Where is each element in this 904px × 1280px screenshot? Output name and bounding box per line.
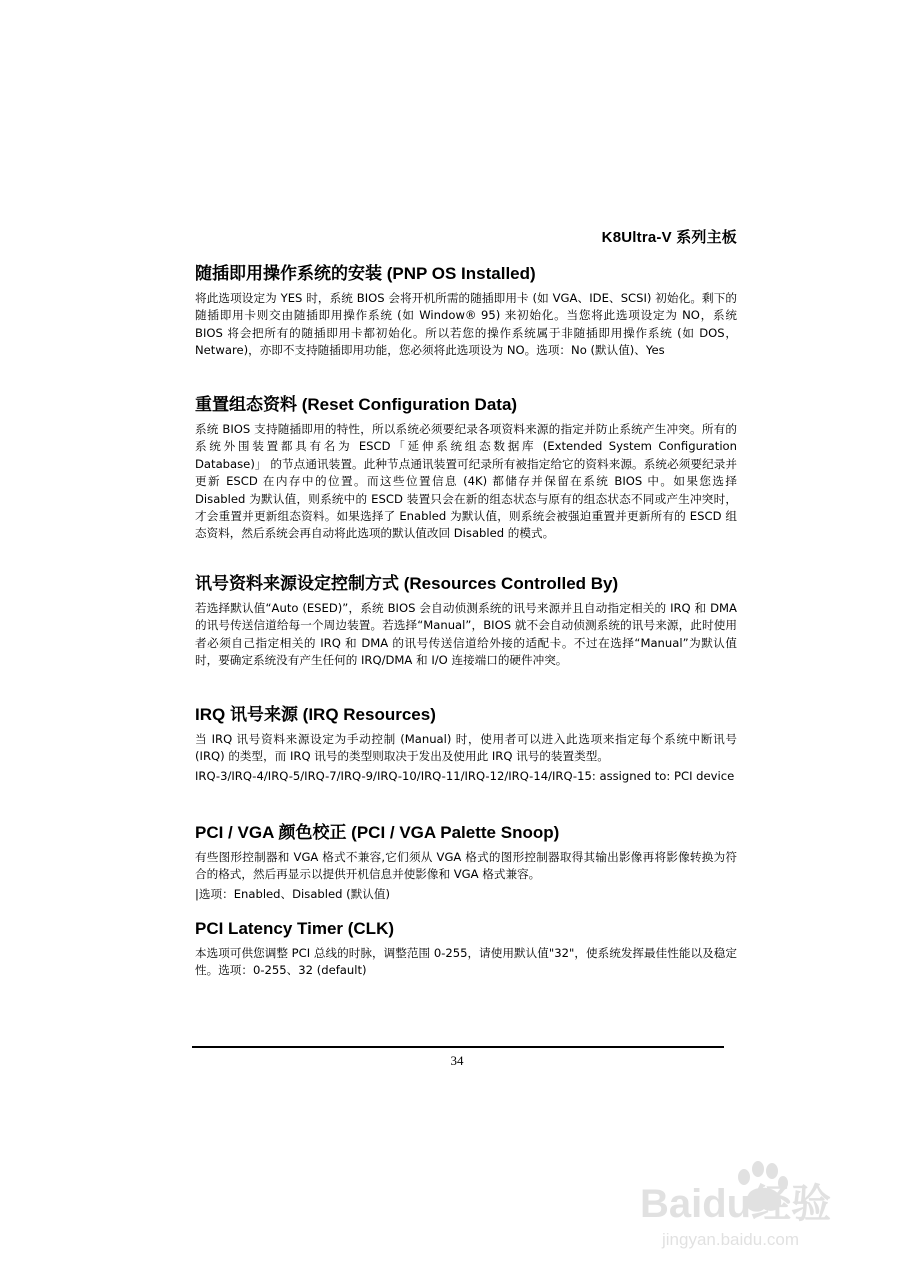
watermark-url: jingyan.baidu.com: [662, 1230, 800, 1249]
section-paragraph: 有些图形控制器和 VGA 格式不兼容,它们须从 VGA 格式的图形控制器取得其输出影像再将影像转换为符合的格式，然后再显示以提供开机信息并使影像和 VGA 格式兼容。: [195, 850, 737, 882]
footer-divider: [192, 1046, 724, 1048]
section-reset-configuration-data: [195, 394, 737, 543]
page-number: 34: [450, 1053, 464, 1068]
section-paragraph: 本选项可供您调整 PCI 总线的时脉，调整范围 0-255，请使用默认值"32"，使系统发挥最佳性能以及稳定性。选项：0-255、32 (default): [195, 946, 737, 978]
section-pnp-os-installed: [195, 263, 737, 360]
section-pci-latency-timer: [195, 918, 737, 980]
section-resources-controlled-by: [195, 573, 737, 670]
section-heading: IRQ 讯号来源 (IRQ Resources): [195, 705, 436, 724]
section-irq-resources: [195, 704, 737, 785]
section-heading: 随插即用操作系统的安装 (PNP OS Installed): [195, 264, 536, 283]
baidu-jingyan-watermark: [640, 1155, 870, 1255]
paw-icon: [640, 1155, 870, 1255]
watermark-brand: Baidu经验: [640, 1182, 832, 1226]
section-paragraph: 系统 BIOS 支持随插即用的特性，所以系统必须要纪录各项资料来源的指定并防止系统产生冲突。所有的系统外围装置都具有名为 ESCD「延伸系统组态数据库 (Extended System Configuration Database)」 的节点通讯装置。此种节点通讯装置可纪录所有被指定给它的资料来源。系统必须要纪录并更新 ESCD 在内存中的位置。而这些位置信息 (4K) 都储存并保留在系统 BIOS 中。如果您选择 Disabled 为默认值，则系统中的 ESCD 装置只会在新的组态状态与原有的组态状态不同或产生冲突时，才会重置并更新组态资料。如果选择了 Enabled 为默认值，则系统会被强迫重置并更新所有的 ESCD 组态资料，然后系统会再自动将此选项的默认值改回 Disabled 的模式。: [195, 422, 737, 541]
section-paragraph: 若选择默认值“Auto (ESED)”，系统 BIOS 会自动侦测系统的讯号来源并且自动指定相关的 IRQ 和 DMA 的讯号传送信道给每一个周边装置。若选择“Manual”，BIOS 就不会自动侦测系统的讯号来源，此时使用者必须自己指定相关的 IRQ 和 DMA 的讯号传送信道给外接的适配卡。不过在选择“Manual”为默认值时，要确定系统没有产生任何的 IRQ/DMA 和 I/O 连接端口的硬件冲突。: [195, 601, 737, 668]
section-paragraph: IRQ-3/IRQ-4/IRQ-5/IRQ-7/IRQ-9/IRQ-10/IRQ-11/IRQ-12/IRQ-14/IRQ-15: assigned to: PCI device: [195, 768, 735, 783]
section-heading: 重置组态资料 (Reset Configuration Data): [195, 395, 518, 414]
section-heading: 讯号资料来源设定控制方式 (Resources Controlled By): [195, 574, 619, 593]
section-paragraph: 当 IRQ 讯号资料来源设定为手动控制 (Manual) 时，使用者可以进入此选项来指定每个系统中断讯号 (IRQ) 的类型，而 IRQ 讯号的类型则取决于发出及使用此 IRQ 讯号的装置类型。: [195, 732, 737, 764]
section-heading: PCI Latency Timer (CLK): [195, 919, 395, 938]
section-heading: PCI / VGA 颜色校正 (PCI / VGA Palette Snoop): [195, 823, 560, 842]
section-pci-vga-palette-snoop: [195, 822, 737, 903]
section-paragraph: 将此选项设定为 YES 时，系统 BIOS 会将开机所需的随插即用卡 (如 VGA、IDE、SCSI) 初始化。剩下的随插即用卡则交由随插即用操作系统 (如 Window® 95) 来初始化。当您将此选项设定为 NO，系统 BIOS 将会把所有的随插即用卡都初始化。所以若您的操作系统属于非随插即用操作系统 (如 DOS，Netware)，亦即不支持随插即用功能，您必须将此选项设为 NO。选项：No (默认值)、Yes: [195, 291, 737, 358]
section-paragraph: |选项：Enabled、Disabled (默认值): [195, 886, 391, 901]
document-header-title: K8Ultra-V 系列主板: [601, 229, 737, 246]
